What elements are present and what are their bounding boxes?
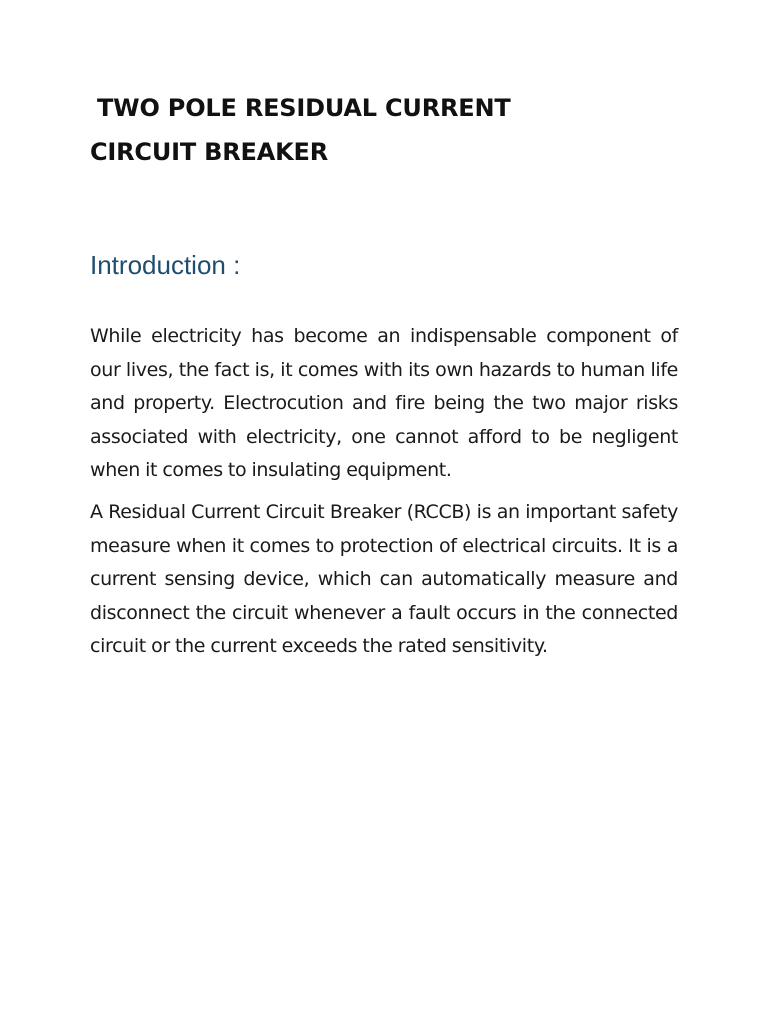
- document-title-line-1: TWO POLE RESIDUAL CURRENT: [97, 94, 511, 122]
- section-heading-introduction: Introduction :: [90, 250, 241, 280]
- document-title: [90, 86, 678, 174]
- document-title-line-2: CIRCUIT BREAKER: [90, 138, 328, 166]
- document-content: [90, 86, 678, 664]
- introduction-paragraph-2: A Residual Current Circuit Breaker (RCCB) is an important safety measure when it comes to protection of electrical circuits. It is a current sensing device, which can automatically measure and disconnect the circuit whenever a fault occurs in the connected circuit or the current exceeds the rated sensitivity.: [90, 500, 678, 658]
- introduction-paragraph-1: While electricity has become an indispensable component of our lives, the fact is, it comes with its own hazards to human life and property. Electrocution and fire being the two major risks associated with electricity, one cannot afford to be negligent when it comes to insulating equipment.: [90, 325, 678, 482]
